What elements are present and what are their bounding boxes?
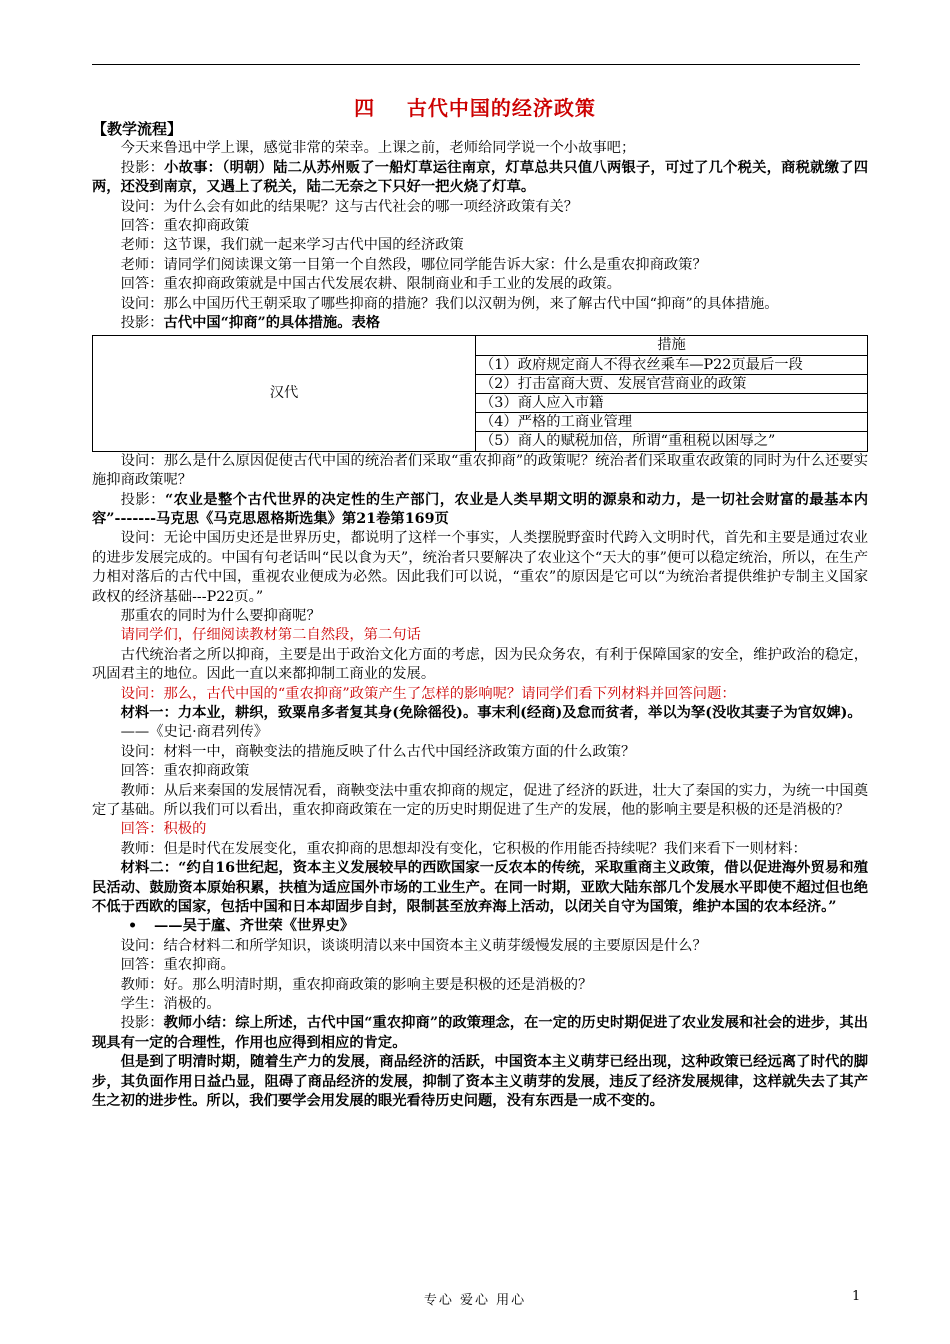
paragraph: [92, 704, 868, 723]
paragraph-bold-text: 古代中国“抑商”的具体措施。表格: [163, 315, 381, 332]
paragraph: 设问：材料一中，商鞅变法的措施反映了什么古代中国经济政策方面的什么政策？: [120, 743, 636, 760]
paragraph-bold-text: 材料二：“约自16世纪起，资本主义发展较早的西欧国家一反农本的传统，采取重商主义政策，借以促进海外贸易和殖民活动、鼓励资本原始积累，扶植为适应国外市场的工业生产。在同一时期，亚欧大陆东部几个发展水平即使不超过但也绝不低于西欧的国家，包括中国和日本却固步自封，限制甚至放弃海上活动，以闭关自守为国策，维护本国的农本经济。”: [92, 860, 868, 916]
table-cell: （5）商人的赋税加倍，所谓“重租税以困辱之”: [476, 432, 868, 451]
citation-bullet-line: [92, 917, 868, 936]
paragraph-highlight-text: 设问：那么，古代中国的“重农抑商”政策产生了怎样的影响呢？请同学们看下列材料并回答问题：: [120, 685, 736, 702]
measures-table: [92, 335, 868, 451]
paragraph: 今天来鲁迅中学上课，感觉非常的荣幸。上课之前，老师给同学说一个小故事吧；: [120, 140, 636, 157]
paragraph: 学生：消极的。: [120, 996, 221, 1013]
paragraph: 设问：那么是什么原因促使古代中国的统治者们采取“重农抑商”的政策呢？统治者们采取重农政策的同时为什么还要实施抑商政策呢？: [92, 452, 868, 489]
paragraph-prefix: 投影：: [120, 491, 165, 508]
paragraph: 教师：从后来秦国的发展情况看，商鞅变法中重农抑商的规定，促进了经济的跃进，壮大了秦国的实力，为统一中国奠定了基础。所以我们可以看出，重农抑商政策在一定的历史时期促进了生产的发展，他的影响主要是积极的还是消极的？: [92, 782, 868, 818]
paragraph-highlight-text: 回答：积极的: [120, 821, 207, 838]
paragraph: 教师：但是时代在发展变化，重农抑商的思想却没有变化，它积极的作用能否持续呢？我们来看下一则材料：: [120, 840, 807, 857]
paragraph: [92, 685, 868, 704]
paragraph: ——《史记·商君列传》: [120, 724, 269, 741]
paragraph: 回答：重农抑商政策就是中国古代发展农耕、限制商业和手工业的发展的政策。: [120, 276, 621, 293]
paragraph: 老师：这节课，我们就一起来学习古代中国的经济政策: [120, 237, 464, 254]
paragraph: 回答：重农抑商。: [120, 957, 235, 974]
paragraph: 设问：那么中国历代王朝采取了哪些抑商的措施？我们以汉朝为例，来了解古代中国“抑商”的具体措施。: [120, 295, 779, 312]
paragraph-prefix: 投影：: [120, 159, 165, 176]
paragraph-bold-text: 材料一：力本业，耕织，致粟帛多者复其身(免除徭役)。事末利(经商)及怠而贫者，举以为孥(没收其妻子为官奴婢)。: [120, 704, 862, 721]
table-header-cell: 措施: [476, 336, 868, 355]
paragraph: 教师：好。那么明清时期，重农抑商政策的影响主要是积极的还是消极的？: [120, 976, 593, 993]
paragraph: [92, 491, 868, 530]
paragraph: 古代统治者之所以抑商，主要是出于政治文化方面的考虑，因为民众务农，有利于保障国家的安全，维护政治的稳定，巩固君主的地位。因此一直以来都抑制工商业的发展。: [92, 646, 868, 683]
paragraph: 回答：重农抑商政策: [120, 763, 250, 780]
paragraph-prefix: 投影：: [120, 315, 164, 332]
paragraph-group-2: [92, 452, 868, 918]
paragraph: 设问：为什么会有如此的结果呢？这与古代社会的哪一项经济政策有关？: [120, 198, 579, 215]
citation-text: ——吴于廑、齐世荣《世界史》: [154, 918, 355, 935]
paragraph-prefix: 投影：: [120, 1015, 164, 1032]
header-rule: [92, 64, 860, 65]
page-title: 四 古代中国的经济政策: [354, 96, 596, 120]
paragraph: 设问：结合材料二和所学知识，谈谈明清以来中国资本主义萌芽缓慢发展的主要原因是什么？: [120, 937, 707, 954]
section-heading: 【教学流程】: [92, 120, 183, 138]
paragraph-bold-text: 小故事：（明朝）陆二从苏州贩了一船灯草运往南京，灯草总共只值八两银子，可过了几个税关，商税就缴了四两，还没到南京，又遇上了税关，陆二无奈之下只好一把火烧了灯草。: [92, 159, 868, 196]
document-body: [92, 120, 868, 1112]
paragraph-group-3: [92, 937, 868, 1112]
page-footer: 专心 爱心 用心: [423, 1293, 527, 1308]
paragraph: 那重农的同时为什么要抑商呢？: [120, 607, 321, 624]
paragraph: [92, 859, 868, 917]
paragraph: 回答：重农抑商政策: [120, 218, 250, 235]
table-cell: （3）商人应入市籍: [476, 394, 868, 413]
paragraph: 老师：请同学们阅读课文第一目第一个自然段，哪位同学能告诉大家：什么是重农抑商政策？: [120, 256, 707, 273]
paragraph-bold-text: “农业是整个古代世界的决定性的生产部门，农业是人类早期文明的源泉和动力，是一切社会财富的最基本内容”-------马克思《马克思恩格斯选集》第21卷第169页: [92, 491, 869, 527]
paragraph: [92, 626, 868, 645]
table-era-cell: 汉代: [93, 336, 476, 451]
page-number: 1: [852, 1289, 861, 1304]
paragraph: [92, 1053, 868, 1111]
paragraph-highlight-text: 请同学们，仔细阅读教材第二自然段，第二句话: [120, 627, 421, 644]
paragraph: 设问：无论中国历史还是世界历史，都说明了这样一个事实，人类摆脱野蛮时代跨入文明时代，首先和主要是通过农业的进步发展完成的。中国有句老话叫“民以食为天”，统治者只要解决了农业这个“天大的事”便可以稳定统治，所以，在生产力相对落后的古代中国，重视农业便成为必然。因此我们可以说，“重农”的原因是它可以“为统治者提供维护专制主义国家政权的经济基础---P22页。”: [92, 530, 868, 605]
paragraph-bold-text: 教师小结：综上所述，古代中国“重农抑商”的政策理念，在一定的历史时期促进了农业发展和社会的进步，其出现具有一定的合理性，作用也应得到相应的肯定。: [92, 1015, 868, 1051]
paragraph: [92, 314, 868, 333]
paragraph: [92, 820, 868, 839]
paragraph: [92, 159, 868, 198]
table-cell: （1）政府规定商人不得衣丝乘车—P22页最后一段: [476, 355, 868, 374]
table-cell: （4）严格的工商业管理: [476, 413, 868, 432]
paragraph: [92, 1014, 868, 1053]
bullet-icon: •: [128, 918, 138, 935]
paragraph-group-1: [92, 139, 868, 333]
table-cell: （2）打击富商大贾、发展官营商业的政策: [476, 374, 868, 393]
table-row: [93, 336, 868, 355]
paragraph-bold-text: 但是到了明清时期，随着生产力的发展，商品经济的活跃，中国资本主义萌芽已经出现，这种政策已经远离了时代的脚步，其负面作用日益凸显，阻碍了商品经济的发展，抑制了资本主义萌芽的发展，违反了经济发展规律，这样就失去了其产生之初的进步性。所以，我们要学会用发展的眼光看待历史问题，没有东西是一成不变的。: [92, 1054, 868, 1110]
